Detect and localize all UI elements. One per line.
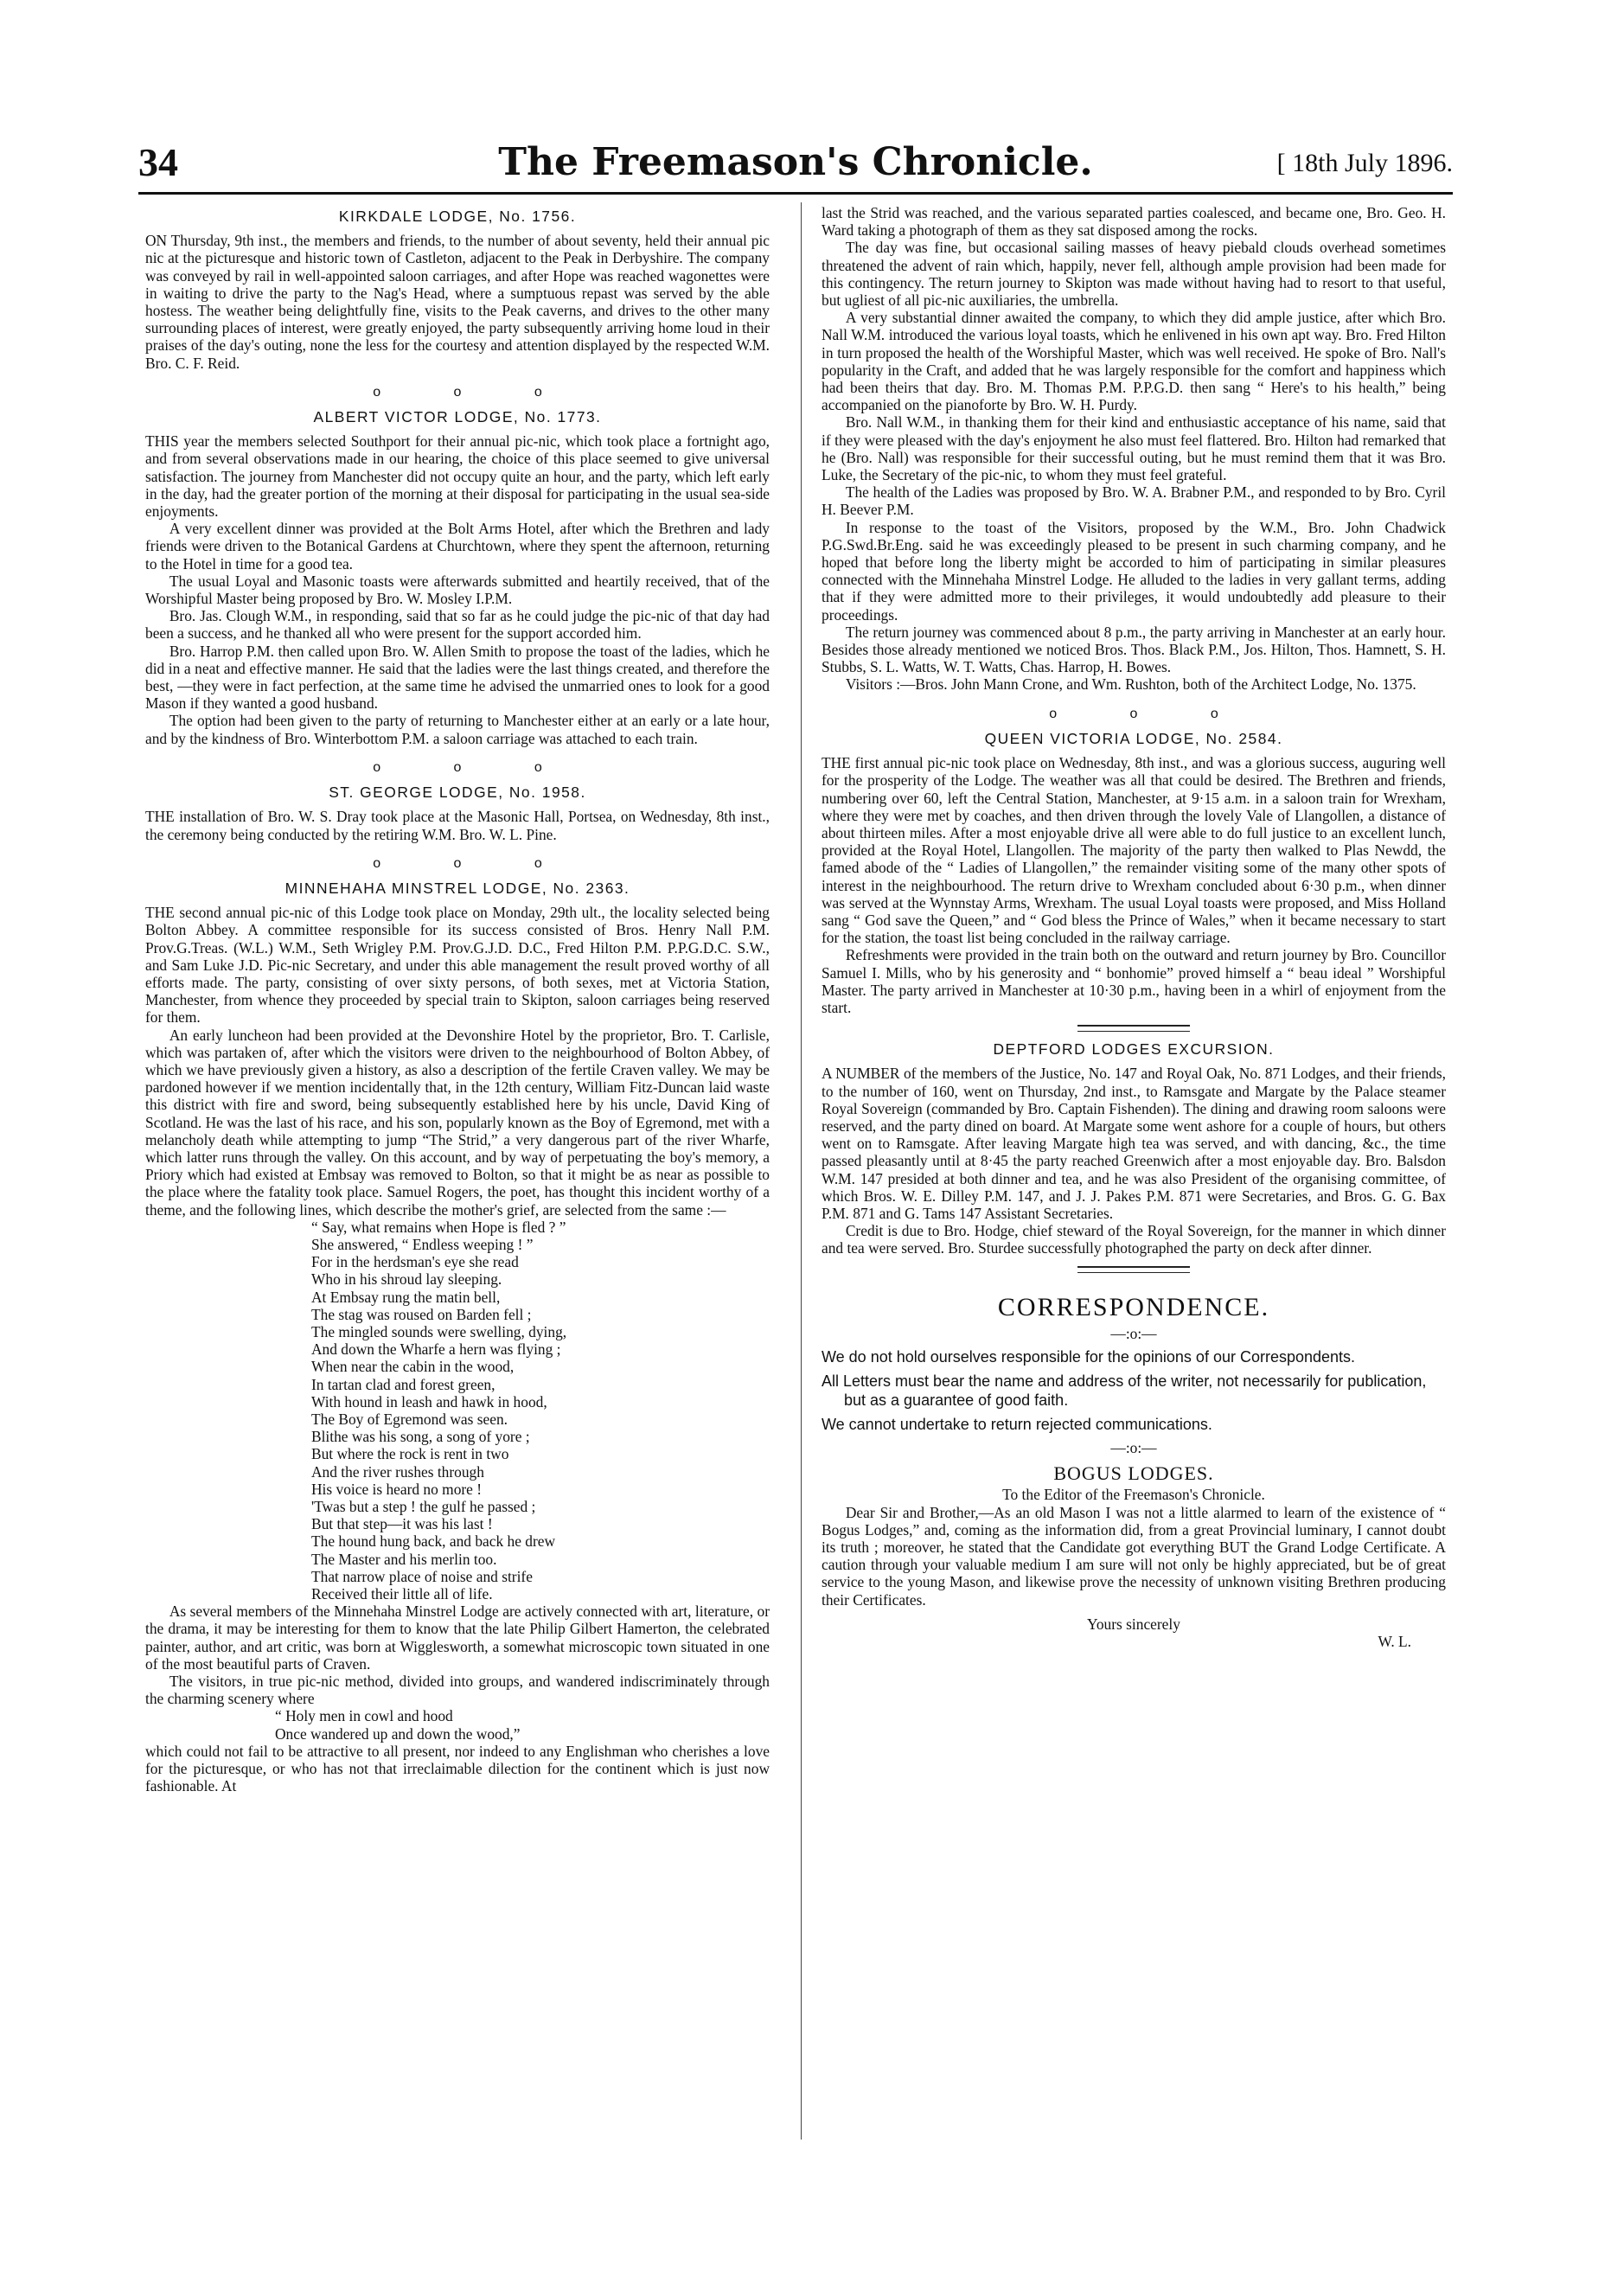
minnehaha-paragraph: The health of the Ladies was proposed by Bro. W. A. Brabner P.M., and responded to by Bro. Cyril H. Beever P.M. bbox=[822, 483, 1446, 519]
poem-line: That narrow place of noise and strife bbox=[311, 1567, 533, 1585]
poem-line: Who in his shroud lay sleeping. bbox=[311, 1270, 502, 1289]
albert-victor-paragraph: THIS year the members selected Southport for their annual pic-nic, which took place a fortnight ago, and from several observations made in our hearing, the choice of this place seemed to give universal satisfaction. The journey from Manchester did not occupy quite an hour, and the party, which left early in the day, had the greater portion of the morning at their disposal for participating in the usual sea-side enjoyments. bbox=[145, 432, 770, 521]
albert-victor-paragraph: Bro. Jas. Clough W.M., in responding, said that so far as he could judge the pic-nic of that day had been a success, and he thanked all who were present for the support accorded him. bbox=[145, 607, 770, 643]
poem-line: The hound hung back, and back he drew bbox=[311, 1532, 556, 1551]
section-separator: o o o bbox=[373, 855, 577, 871]
minnehaha-paragraph: In response to the toast of the Visitors, proposed by the W.M., Bro. John Chadwick P.G.Swd.Br.Eng. said he was exceedingly pleased to be present in such charming company, and he hoped that before long the liberty might be accorded to him of participating in similar pleasures connected with the Minnehaha Minstrel Lodge. He alluded to the ladies in very gallant terms, adding that if they were admitted more to their privileges, it would undoubtedly add pleasure to their proceedings. bbox=[822, 518, 1446, 624]
correspondence-note: We do not hold ourselves responsible for the opinions of our Correspondents. bbox=[822, 1347, 1356, 1366]
poem-line: And down the Wharfe a hern was flying ; bbox=[311, 1340, 561, 1359]
albert-victor-paragraph: Bro. Harrop P.M. then called upon Bro. W. Allen Smith to propose the toast of the ladies, which he did in a neat and effective manner. He said that the ladies were the last things created, and therefore the best, —they were in fact perfection, at the same time he advised the unmarried ones to look for a good Mason if they wanted a good husband. bbox=[145, 642, 770, 713]
poem-quote bbox=[275, 1707, 770, 1742]
queen-victoria-paragraph: Refreshments were provided in the train both on the outward and return journey by Bro. Councillor Samuel I. Mills, who by his generosity and “ bonhomie” proved himself a “ beau ideal ” Worshipful Master. The party arrived in Manchester at 10·30 p.m., having been in a whirl of enjoyment from the start. bbox=[822, 946, 1446, 1016]
poem-line: “ Holy men in cowl and hood bbox=[275, 1707, 453, 1725]
letter-title: BOGUS LODGES. bbox=[1053, 1462, 1214, 1485]
albert-victor-paragraph: A very excellent dinner was provided at the Bolt Arms Hotel, after which the Brethren and lady friends were driven to the Botanical Gardens at Churchtown, where they spent the afternoon, returning to the Hotel in time for a good tea. bbox=[145, 520, 770, 573]
poem-line: The mingled sounds were swelling, dying, bbox=[311, 1322, 567, 1340]
poem-line: His voice is heard no more ! bbox=[311, 1480, 483, 1498]
letter-signature: W. L. bbox=[1378, 1633, 1411, 1651]
left-column bbox=[145, 204, 770, 2124]
correspondence-note: All Letters must bear the name and address of the writer, not necessarily for publication, but as a guarantee of good faith. bbox=[822, 1372, 1427, 1409]
letter-body: Dear Sir and Brother,—As an old Mason I was not a little alarmed to learn of the existence of “ Bogus Lodges,” and, coming as the information did, from a great Provincial luminary, I cannot doubt its truth ; moreover, he stated that the Candidate got everything BUT the Grand Lodge Certificate. A caution through your valuable medium I am sure will not only be highly appreciated, but be of great service to the young Mason, and likewise prove the necessity of unknown visiting Brethren producing their Certificates. bbox=[822, 1503, 1446, 1609]
correspondence-title: CORRESPONDENCE. bbox=[997, 1292, 1270, 1321]
poem-line: 'Twas but a step ! the gulf he passed ; bbox=[311, 1498, 536, 1516]
letter-addressee: To the Editor of the Freemason's Chronicle. bbox=[1002, 1486, 1265, 1504]
poem-line: With hound in leash and hawk in hood, bbox=[311, 1392, 547, 1411]
minnehaha-paragraph: The day was fine, but occasional sailing masses of heavy piebald clouds overhead sometimes threatened the advent of rain which, happily, never fell, although ample provision had been made for this contingency. The return journey to Skipton was made without having had to resort to that useful, but ugliest of all pic-nic auxiliaries, the umbrella. bbox=[822, 239, 1446, 310]
deptford-heading: DEPTFORD LODGES EXCURSION. bbox=[993, 1040, 1275, 1059]
minnehaha-paragraph: THE second annual pic-nic of this Lodge took place on Monday, 29th ult., the locality selected being Bolton Abbey. A committee responsible for its success consisted of Bros. Henry Nall P.M. Prov.G.Treas. (W.L.) W.M., Seth Wrigley P.M. Prov.G.J.D. D.C., Fred Hilton P.M. P.P.G.D.C. S.W., and Sam Luke J.D. Pic-nic Secretary, and under this able management the result proved worthy of all efforts made. The party, consisting of over sixty persons, of both sexes, met at Victoria Station, Manchester, from whence they proceeded by special train to Skipton, saloon carriages being reserved for them. bbox=[145, 904, 770, 1027]
poem-line: Received their little all of life. bbox=[311, 1585, 493, 1603]
right-column bbox=[822, 204, 1446, 2063]
poem-line: Once wandered up and down the wood,” bbox=[275, 1724, 521, 1743]
minnehaha-paragraph: Visitors :—Bros. John Mann Crone, and Wm. Rushton, both of the Architect Lodge, No. 1375. bbox=[845, 675, 1416, 694]
minnehaha-heading: MINNEHAHA MINSTREL LODGE, No. 2363. bbox=[285, 879, 630, 897]
queen-victoria-heading: QUEEN VICTORIA LODGE, No. 2584. bbox=[984, 729, 1283, 747]
ornament: —:o:— bbox=[1110, 1438, 1157, 1456]
poem-line: When near the cabin in the wood, bbox=[311, 1358, 515, 1376]
poem-line: The Boy of Egremond was seen. bbox=[311, 1411, 508, 1428]
poem-line: Blithe was his song, a song of yore ; bbox=[311, 1428, 530, 1446]
kirkdale-paragraph: ON Thursday, 9th inst., the members and friends, to the number of about seventy, held their annual pic nic at the picturesque and historic town of Castleton, adjacent to the Peak in Derbyshire. The company was conveyed by rail in well-appointed saloon carriages, and after Hope was reached wagonettes were in waiting to drive the party to the Nag's Head, where a sumptuous repast was served by the able hostess. The weather being delightfully fine, visits to the Peak caverns, and drives to the other many surrounding places of interest, were greatly enjoyed, the party subsequently arriving home loud in their praises of the day's outing, none the less for the courtesy and attention displayed by the respected W.M. Bro. C. F. Reid. bbox=[145, 232, 770, 372]
column-divider bbox=[801, 202, 802, 2140]
section-rule bbox=[1077, 1025, 1190, 1032]
poem-line: At Embsay rung the matin bell, bbox=[311, 1288, 501, 1306]
poem-line: But where the rock is rent in two bbox=[311, 1445, 509, 1463]
deptford-paragraph: Credit is due to Bro. Hodge, chief steward of the Royal Sovereign, for the manner in which dinner and tea were served. Bro. Sturdee successfully photographed the party on deck after dinner. bbox=[822, 1222, 1446, 1257]
poem-line: And the river rushes through bbox=[311, 1462, 484, 1481]
albert-victor-paragraph: The usual Loyal and Masonic toasts were afterwards submitted and heartily received, that of the Worshipful Master being proposed by Bro. W. Mosley I.P.M. bbox=[145, 572, 770, 608]
masthead bbox=[138, 138, 1453, 190]
poem-line: “ Say, what remains when Hope is fled ? ” bbox=[311, 1218, 566, 1236]
poem-line: She answered, “ Endless weeping ! ” bbox=[311, 1235, 534, 1253]
deptford-paragraph: A NUMBER of the members of the Justice, No. 147 and Royal Oak, No. 871 Lodges, and their friends, to the number of 160, went on Thursday, 2nd inst., to Ramsgate and Margate by the Palace steamer Royal Sovereign (commanded by Bro. Captain Fishenden). The dining and drawing room saloons were reserved, and the party dined on board. At Margate some went ashore for a couple of hours, but others went on to Ramsgate. After leaving Margate high tea was served, and with dancing, &c., the time passed pleasantly until at 8·45 the party reached Greenwich after a most enjoyable day. Bro. Balsdon W.M. 147 presided at both dinner and tea, and he was also President of the organising committee, of which Bros. W. E. Dilley P.M. 147, and J. J. Pakes P.M. 871 were Secretaries, and Bros. G. G. Bax P.M. 871 and G. Tams 147 Assistant Secretaries. bbox=[822, 1065, 1446, 1222]
issue-date: [ 18th July 1896. bbox=[1276, 149, 1453, 177]
kirkdale-heading: KIRKDALE LODGE, No. 1756. bbox=[338, 208, 577, 225]
section-separator: o o o bbox=[373, 759, 577, 775]
poem-line: But that step—it was his last ! bbox=[311, 1515, 493, 1533]
minnehaha-paragraph: The return journey was commenced about 8 p.m., the party arriving in Manchester at an early hour. Besides those already mentioned we noticed Bros. Thos. Black P.M., Jos. Hilton, Thos. Hamnett, S. H. Stubbs, S. L. Watts, W. T. Watts, Chas. Harrop, H. Bowes. bbox=[822, 623, 1446, 676]
correspondence-note: We cannot undertake to return rejected communications. bbox=[822, 1415, 1212, 1433]
page-number: 34 bbox=[138, 140, 178, 184]
poem-line: The Master and his merlin too. bbox=[311, 1550, 497, 1568]
masthead-rule bbox=[138, 192, 1453, 195]
poem-line: The stag was roused on Barden fell ; bbox=[311, 1305, 532, 1323]
albert-victor-paragraph: The option had been given to the party of returning to Manchester either at an early or a late hour, and by the kindness of Bro. Winterbottom P.M. a saloon carriage was attached to each train. bbox=[145, 712, 770, 747]
publication-title: The Freemason's Chronicle. bbox=[498, 140, 1093, 184]
minnehaha-paragraph: A very substantial dinner awaited the company, to which they did ample justice, after which Bro. Nall W.M. introduced the various loyal toasts, which he enlivened in his own apt way. Bro. Fred Hilton in turn proposed the health of the Worshipful Master, which was well received. He spoke of Bro. Nall's popularity in the Craft, and added that he was largely responsible for the comfort and happiness which had been theirs that day. Bro. M. Thomas P.M. P.P.G.D. then sang “ Here's to his health,” being accompanied on the pianoforte by Bro. W. H. Purdy. bbox=[822, 309, 1446, 414]
ornament: —:o:— bbox=[1110, 1324, 1157, 1342]
poem-line: In tartan clad and forest green, bbox=[311, 1375, 496, 1393]
section-separator: o o o bbox=[373, 384, 577, 400]
st-george-heading: ST. GEORGE LODGE, No. 1958. bbox=[329, 784, 586, 802]
poem-line: For in the herdsman's eye she read bbox=[311, 1253, 519, 1271]
minnehaha-paragraph: which could not fail to be attractive to all present, nor indeed to any Englishman who cherishes a love for the picturesque, or who has not that irreclaimable dilection for the continent which is just now fashionable. At bbox=[145, 1742, 770, 1795]
minnehaha-paragraph: The visitors, in true pic-nic method, divided into groups, and wandered indiscriminately through the charming scenery where bbox=[145, 1673, 770, 1708]
section-separator: o o o bbox=[1049, 706, 1253, 721]
poem bbox=[311, 1219, 770, 1602]
minnehaha-paragraph: An early luncheon had been provided at the Devonshire Hotel by the proprietor, Bro. T. Carlisle, which was partaken of, after which the visitors were driven to the neighbourhood of Bolton Abbey, of which we have previously given a history, as also a description of the fertile Craven valley. We may be pardoned however if we mention incidentally that, in the 12th century, William Fitz-Duncan laid waste this district with fire and sword, being subsequently established here by his uncle, David King of Scotland. He was the last of his race, and his son, popularly known as the Boy of Egremond, met with a melancholy death while attempting to jump “The Strid,” a very dangerous part of the river Wharfe, which latter runs through the valley. On this account, and by way of perpetuating the boy's memory, a Priory which had existed at Embsay was removed to Bolton, so that it might be as near as possible to the place where the fatality took place. Samuel Rogers, the poet, has thought this incident worthy of a theme, and the following lines, which describe the mother's grief, are selected from the same :— bbox=[145, 1026, 770, 1219]
section-rule bbox=[1077, 1266, 1190, 1273]
minnehaha-paragraph: last the Strid was reached, and the various separated parties coalesced, and became one, Bro. Geo. H. Ward taking a photograph of them as they sat disposed among the rocks. bbox=[822, 204, 1446, 240]
queen-victoria-paragraph: THE first annual pic-nic took place on Wednesday, 8th inst., and was a glorious success, auguring well for the prosperity of the Lodge. The weather was all that could be desired. The Brethren and friends, numbering over 60, left the Central Station, Manchester, at 9·15 a.m. in a saloon train for Wrexham, where they were met by coaches, and then driven through the lovely Vale of Llangollen, a distance of about thirteen miles. After a most enjoyable drive all were able to do full justice to an excellent lunch, provided at the Royal Hotel, Llangollen. The majority of the party then walked to Plas Newdd, the famed abode of the “ Ladies of Llangollen,” the remainder visiting some of the many other spots of interest in the neighbourhood. The return drive to Wrexham concluded about 6·30 p.m., when dinner was served at the Wynnstay Arms, Wrexham. The usual Loyal toasts were proposed, and Miss Holland sang “ God save the Queen,” and “ God bless the Prince of Wales,” when it became necessary to start for the station, the toast list being concluded in the railway carriage. bbox=[822, 754, 1446, 947]
minnehaha-paragraph: Bro. Nall W.M., in thanking them for their kind and enthusiastic acceptance of his name, said that if they were pleased with the day's enjoyment he also must feel flattered. Bro. Hilton had remarked that he (Bro. Nall) was responsible for their successful outing, but he must remind them that it was Bro. Luke, the Secretary of the pic-nic, to whom they must feel grateful. bbox=[822, 413, 1446, 484]
letter-closing: Yours sincerely bbox=[1087, 1615, 1180, 1633]
minnehaha-paragraph: As several members of the Minnehaha Minstrel Lodge are actively connected with art, literature, or the drama, it may be interesting for them to know that the late Philip Gilbert Hamerton, the celebrated painter, author, and art critic, was born at Wigglesworth, a somewhat microscopic town situated in one of the most beautiful parts of Craven. bbox=[145, 1602, 770, 1673]
albert-victor-heading: ALBERT VICTOR LODGE, No. 1773. bbox=[313, 408, 602, 426]
st-george-paragraph: THE installation of Bro. W. S. Dray took place at the Masonic Hall, Portsea, on Wednesday, 8th inst., the ceremony being conducted by the retiring W.M. Bro. W. L. Pine. bbox=[145, 808, 770, 843]
